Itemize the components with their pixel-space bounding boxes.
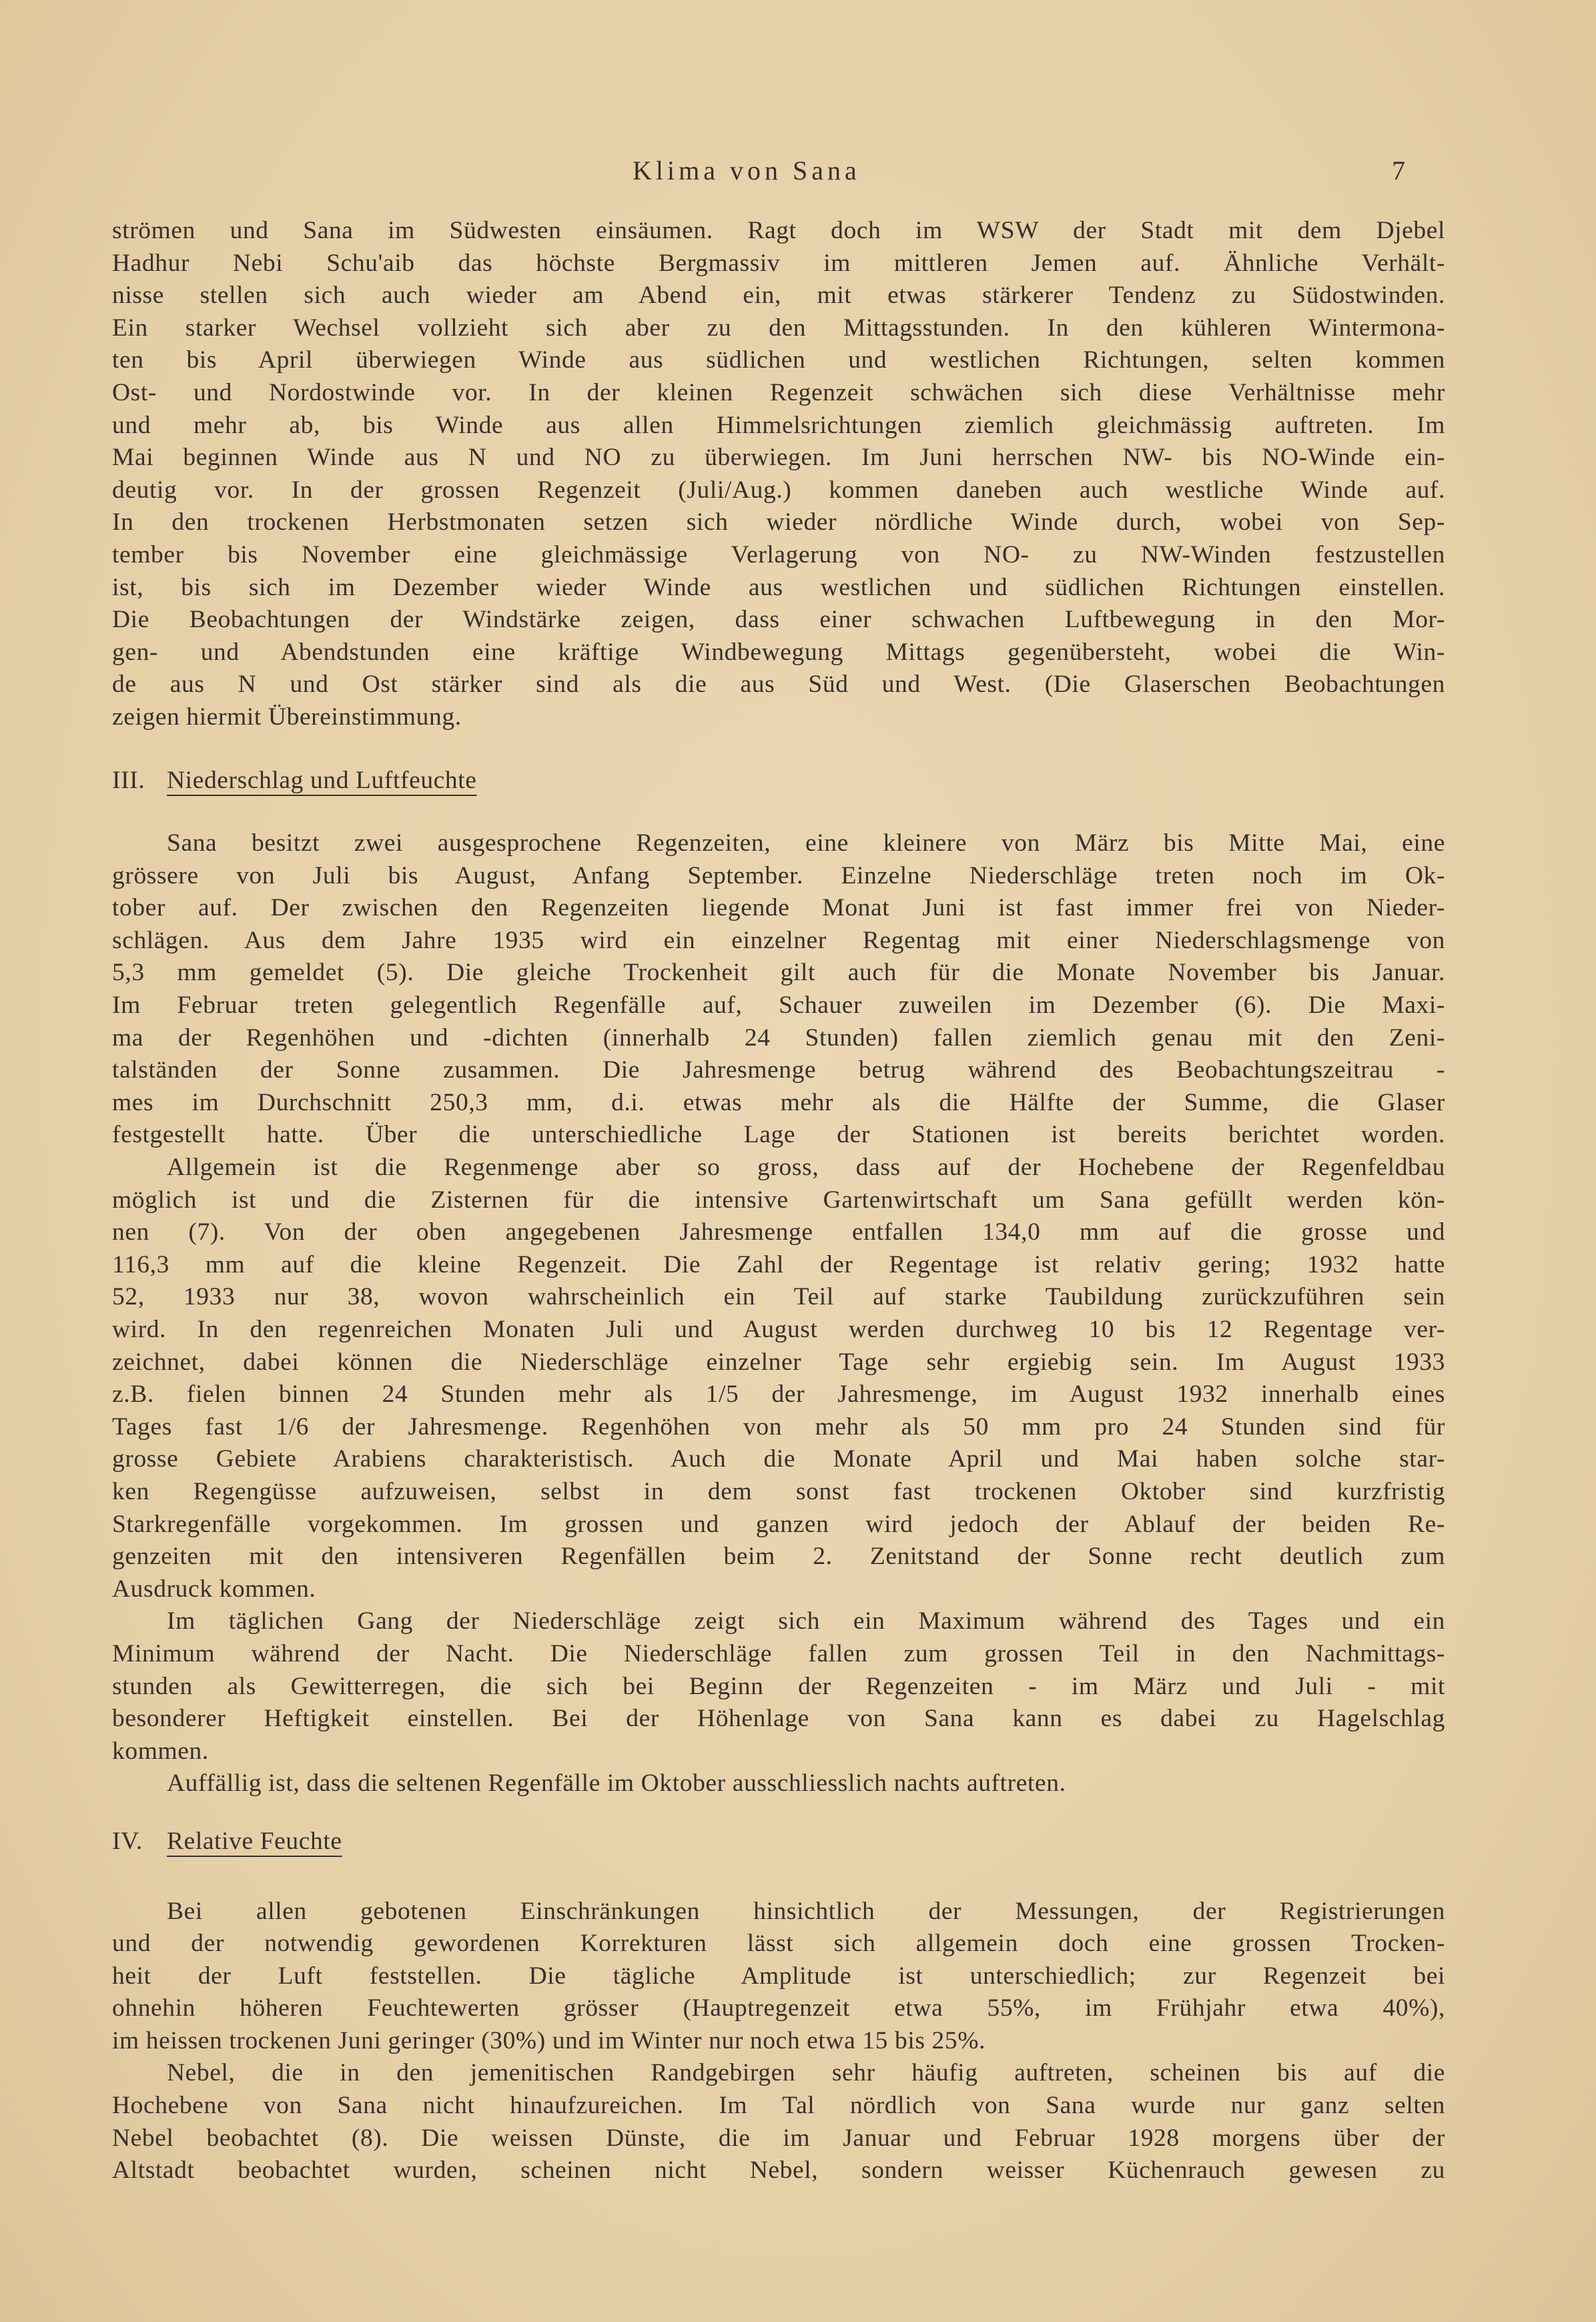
text-line: gen- und Abendstunden eine kräftige Windbewegung Mittags gegenübersteht, wobei die Win- (112, 638, 1445, 666)
text-line: de aus N und Ost stärker sind als die aus Süd und West. (Die Glaserschen Beobachtungen (112, 671, 1445, 699)
section-heading-iv (112, 1826, 1445, 1858)
precipitation-paragraph-2 (112, 1152, 1445, 1605)
text-line: Nebel beobachtet (8). Die weissen Dünste, die im Januar und Februar 1928 morgens über der (112, 2124, 1445, 2152)
text-line: Nebel, die in den jemenitischen Randgebirgen sehr häufig auftreten, scheinen bis auf die (167, 2059, 1445, 2087)
text-line: nisse stellen sich auch wieder am Abend ein, mit etwas stärkerer Tendenz zu Südostwinden. (112, 282, 1445, 310)
text-line: tember bis November eine gleichmässige Verlagerung von NO- zu NW-Winden festzustellen (112, 540, 1445, 568)
text-line: ten bis April überwiegen Winde aus südlichen und westlichen Richtungen, selten kommen (112, 346, 1445, 374)
text-line: Tages fast 1/6 der Jahresmenge. Regenhöhen von mehr als 50 mm pro 24 Stunden sind für (112, 1413, 1445, 1441)
text-line: genzeiten mit den intensiveren Regenfällen beim 2. Zenitstand der Sonne recht deutlich zum (112, 1543, 1445, 1571)
text-line: Starkregenfälle vorgekommen. Im grossen und ganzen wird jedoch der Ablauf der beiden Re- (112, 1510, 1445, 1538)
text-line: Die Beobachtungen der Windstärke zeigen, dass einer schwachen Luftbewegung in den Mor- (112, 606, 1445, 634)
text-line: Mai beginnen Winde aus N und NO zu überwiegen. Im Juni herrschen NW- bis NO-Winde ein- (112, 444, 1445, 472)
text-line: Hadhur Nebi Schu'aib das höchste Bergmassiv im mittleren Jemen auf. Ähnliche Verhält- (112, 249, 1445, 277)
text-line: Sana besitzt zwei ausgesprochene Regenzeiten, eine kleinere von März bis Mitte Mai, eine (167, 829, 1445, 857)
text-line: wird. In den regenreichen Monaten Juli und August werden durchweg 10 bis 12 Regentage ver- (112, 1316, 1445, 1343)
text-line: im heissen trockenen Juni geringer (30%) und im Winter nur noch etwa 15 bis 25%. (112, 2026, 986, 2054)
text-line: Ein starker Wechsel vollzieht sich aber zu den Mittagsstunden. In den kühleren Wintermona- (112, 314, 1445, 342)
running-header (0, 152, 1596, 189)
section-number: IV. (112, 1827, 143, 1855)
text-line: 5,3 mm gemeldet (5). Die gleiche Trockenheit gilt auch für die Monate November bis Januar. (112, 959, 1445, 987)
text-line: Altstadt beobachtet wurden, scheinen nicht Nebel, sondern weisser Küchenrauch gewesen zu (112, 2157, 1445, 2185)
text-line: ist, bis sich im Dezember wieder Winde aus westlichen und südlichen Richtungen einstellen. (112, 573, 1445, 601)
section-title: Relative Feuchte (167, 1827, 342, 1855)
text-line: ken Regengüsse aufzuweisen, selbst in dem sonst fast trockenen Oktober sind kurzfristig (112, 1477, 1445, 1505)
text-line: grosse Gebiete Arabiens charakteristisch. Auch die Monate April und Mai haben solche star- (112, 1445, 1445, 1473)
text-line: ma der Regenhöhen und -dichten (innerhalb 24 Stunden) fallen ziemlich genau mit den Zeni- (112, 1024, 1445, 1052)
text-line: deutig vor. In der grossen Regenzeit (Juli/Aug.) kommen daneben auch westliche Winde auf. (112, 476, 1445, 504)
text-line: talständen der Sonne zusammen. Die Jahresmenge betrug während des Beobachtungszeitrau - (112, 1056, 1445, 1084)
text-line: 52, 1933 nur 38, wovon wahrscheinlich ein Teil auf starke Taubildung zurückzuführen sein (112, 1283, 1445, 1311)
text-line: festgestellt hatte. Über die unterschiedliche Lage der Stationen ist bereits berichtet worden. (112, 1121, 1445, 1149)
text-line: Ausdruck kommen. (112, 1575, 316, 1603)
text-line: besonderer Heftigkeit einstellen. Bei der Höhenlage von Sana kann es dabei zu Hagelschlag (112, 1705, 1445, 1733)
text-line: zeichnet, dabei können die Niederschläge einzelner Tage sehr ergiebig sein. Im August 1933 (112, 1348, 1445, 1376)
text-line: und mehr ab, bis Winde aus allen Himmelsrichtungen ziemlich gleichmässig auftreten. Im (112, 411, 1445, 439)
text-line: strömen und Sana im Südwesten einsäumen. Ragt doch im WSW der Stadt mit dem Djebel (112, 217, 1445, 244)
text-line: stunden als Gewitterregen, die sich bei Beginn der Regenzeiten - im März und Juli - mit (112, 1672, 1445, 1700)
text-line: mes im Durchschnitt 250,3 mm, d.i. etwas mehr als die Hälfte der Summe, die Glaser (112, 1088, 1445, 1116)
humidity-paragraph-1 (112, 1896, 1445, 2058)
page-body (112, 215, 1445, 2187)
text-line: zeigen hiermit Übereinstimmung. (112, 703, 462, 731)
text-line: tober auf. Der zwischen den Regenzeiten liegende Monat Juni ist fast immer frei von Nieder- (112, 894, 1445, 922)
precipitation-paragraph-3 (112, 1605, 1445, 1768)
text-line: ohnehin höheren Feuchtewerten grösser (Hauptregenzeit etwa 55%, im Frühjahr etwa 40%), (112, 1994, 1445, 2022)
section-number: III. (112, 766, 145, 794)
text-line: Minimum während der Nacht. Die Niederschläge fallen zum grossen Teil in den Nachmittags- (112, 1639, 1445, 1667)
text-line: grössere von Juli bis August, Anfang September. Einzelne Niederschläge treten noch im Ok- (112, 861, 1445, 889)
page-number: 7 (1392, 155, 1405, 185)
text-line: nen (7). Von der oben angegebenen Jahresmenge entfallen 134,0 mm auf die grosse und (112, 1218, 1445, 1246)
text-line: Bei allen gebotenen Einschränkungen hinsichtlich der Messungen, der Registrierungen (167, 1897, 1445, 1925)
text-line: In den trockenen Herbstmonaten setzen sich wieder nördliche Winde durch, wobei von Sep- (112, 508, 1445, 536)
text-line: schlägen. Aus dem Jahre 1935 wird ein einzelner Regentag mit einer Niederschlagsmenge von (112, 926, 1445, 954)
text-line: Hochebene von Sana nicht hinaufzureichen. Im Tal nördlich von Sana wurde nur ganz selten (112, 2092, 1445, 2120)
text-line: Auffällig ist, dass die seltenen Regenfälle im Oktober ausschliesslich nachts auftreten. (167, 1770, 1066, 1798)
wind-paragraph (112, 215, 1445, 734)
text-line: 116,3 mm auf die kleine Regenzeit. Die Zahl der Regentage ist relativ gering; 1932 hatte (112, 1250, 1445, 1278)
text-line: z.B. fielen binnen 24 Stunden mehr als 1/5 der Jahresmenge, im August 1932 innerhalb eines (112, 1381, 1445, 1409)
text-line: Allgemein ist die Regenmenge aber so gross, dass auf der Hochebene der Regenfeldbau (167, 1154, 1445, 1182)
precipitation-paragraph-1 (112, 827, 1445, 1152)
text-line: Im Februar treten gelegentlich Regenfälle auf, Schauer zuweilen im Dezember (6). Die Maxi- (112, 992, 1445, 1020)
running-title: Klima von Sana (633, 155, 861, 185)
humidity-paragraph-2 (112, 2057, 1445, 2187)
precipitation-paragraph-4 (112, 1768, 1445, 1800)
text-line: heit der Luft feststellen. Die tägliche Amplitude ist unterschiedlich; zur Regenzeit bei (112, 1962, 1445, 1990)
text-line: kommen. (112, 1737, 209, 1765)
text-line: und der notwendig gewordenen Korrekturen lässt sich allgemein doch eine grossen Trocken- (112, 1930, 1445, 1958)
text-line: Im täglichen Gang der Niederschläge zeigt sich ein Maximum während des Tages und ein (167, 1607, 1445, 1635)
text-line: möglich ist und die Zisternen für die intensive Gartenwirtschaft um Sana gefüllt werden kön- (112, 1186, 1445, 1214)
text-line: Ost- und Nordostwinde vor. In der kleinen Regenzeit schwächen sich diese Verhältnisse mehr (112, 378, 1445, 406)
section-title: Niederschlag und Luftfeuchte (167, 766, 477, 794)
section-heading-iii (112, 765, 1445, 797)
